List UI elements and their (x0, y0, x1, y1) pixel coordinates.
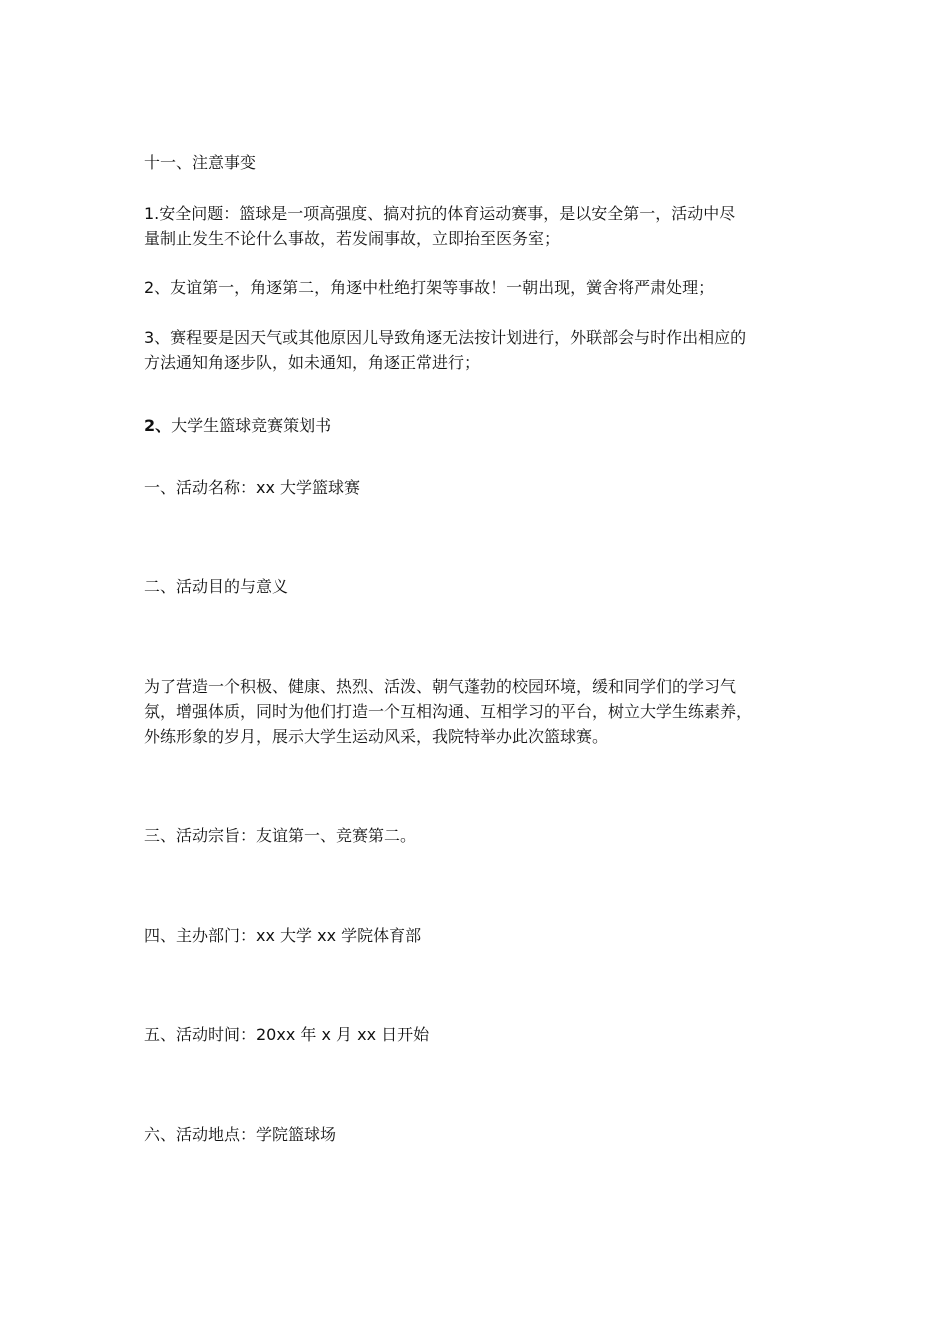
precaution-item-3-line-2: 方法通知角逐步队，如未通知，角逐正常进行； (144, 353, 481, 372)
section-heading-precautions: 十一、注意事变 (144, 153, 257, 172)
section-purpose-heading: 二、活动目的与意义 (144, 577, 289, 596)
purpose-line-2: 氛，增强体质，同时为他们打造一个互相沟通、互相学习的平台，树立大学生练素养， (144, 702, 753, 721)
precaution-item-3-line-1: 3、赛程要是因天气或其他原因儿导致角逐无法按计划进行，外联部会与时作出相应的 (144, 328, 747, 347)
purpose-line-3: 外练形象的岁月，展示大学生运动风采，我院特举办此次篮球赛。 (144, 727, 609, 746)
precaution-item-1-line-2: 量制止发生不论什么事故，若发闹事故，立即抬至医务室； (144, 229, 561, 248)
section-organizer: 四、主办部门：xx 大学 xx 学院体育部 (144, 926, 422, 945)
precaution-item-1-line-1: 1.安全问题：篮球是一项高强度、搞对抗的体育运动赛事，是以安全第一，活动中尽 (144, 204, 736, 223)
section-tenet: 三、活动宗旨：友谊第一、竞赛第二。 (144, 826, 417, 845)
doc-title (144, 413, 814, 438)
section-time: 五、活动时间：20xx 年 x 月 xx 日开始 (144, 1025, 430, 1044)
doc-title-text: 大学生篮球竞赛策划书 (171, 416, 332, 435)
doc-number: 2、 (144, 416, 172, 435)
precaution-item-2: 2、友谊第一，角逐第二，角逐中杜绝打架等事故！一朝出现，黉舍将严肃处理； (144, 278, 715, 297)
section-location: 六、活动地点：学院篮球场 (144, 1125, 337, 1144)
section-activity-name: 一、活动名称：xx 大学篮球赛 (144, 478, 361, 497)
purpose-line-1: 为了营造一个积极、健康、热烈、活泼、朝气蓬勃的校园环境，缓和同学们的学习气 (144, 677, 737, 696)
